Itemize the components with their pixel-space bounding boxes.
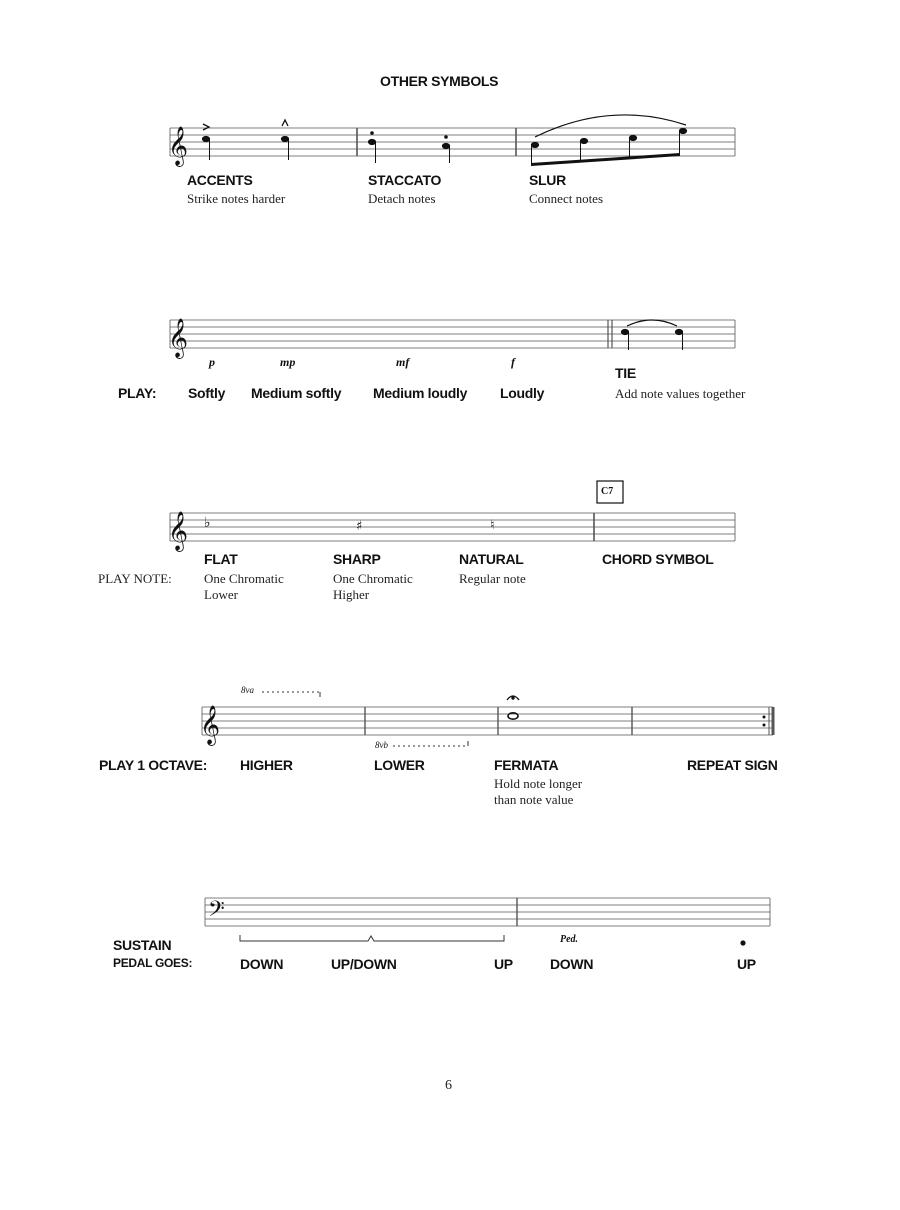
octave-lower-mark: 8vb bbox=[375, 740, 388, 750]
page-number: 6 bbox=[445, 1078, 452, 1093]
chord-symbol-label: CHORD SYMBOL bbox=[602, 551, 714, 567]
dynamic-label-medium-softly: Medium softly bbox=[251, 385, 342, 401]
dynamic-label-softly: Softly bbox=[188, 385, 226, 401]
octave-higher-mark: 8va bbox=[241, 685, 254, 695]
pedal-release-icon bbox=[740, 940, 745, 945]
slur-desc: Connect notes bbox=[529, 191, 604, 206]
staff-5 bbox=[205, 898, 770, 926]
fermata-desc-2: than note value bbox=[494, 792, 574, 807]
sharp-desc-1: One Chromatic bbox=[333, 571, 413, 586]
dynamic-label-medium-loudly: Medium loudly bbox=[373, 385, 468, 401]
flat-label: FLAT bbox=[204, 551, 238, 567]
tie-desc: Add note values together bbox=[615, 386, 746, 401]
play-octave-label: PLAY 1 OCTAVE: bbox=[99, 757, 208, 773]
pedal-down-label-1: DOWN bbox=[240, 956, 284, 972]
fermata-desc-1: Hold note longer bbox=[494, 776, 583, 791]
tie-notes bbox=[621, 320, 682, 350]
treble-clef-icon: 𝄞 bbox=[168, 126, 189, 166]
flat-desc-1: One Chromatic bbox=[204, 571, 284, 586]
treble-clef-icon: 𝄞 bbox=[168, 318, 189, 358]
staff-3 bbox=[170, 513, 735, 541]
dynamic-mark-f: f bbox=[511, 355, 515, 369]
accents-label: ACCENTS bbox=[187, 172, 253, 188]
pedal-up-down-label: UP/DOWN bbox=[331, 956, 397, 972]
slur-label: SLUR bbox=[529, 172, 566, 188]
tie-label: TIE bbox=[615, 365, 636, 381]
flat-desc-2: Lower bbox=[204, 587, 238, 602]
dynamic-label-loudly: Loudly bbox=[500, 385, 545, 401]
bass-clef-icon: 𝄢 bbox=[208, 897, 225, 927]
sharp-label: SHARP bbox=[333, 551, 381, 567]
pedal-up-label-2: UP bbox=[737, 956, 756, 972]
page-title: OTHER SYMBOLS bbox=[380, 73, 499, 89]
dynamic-mark-p: p bbox=[209, 355, 215, 369]
sharp-desc-2: Higher bbox=[333, 587, 370, 602]
dynamic-mark-mf: mf bbox=[396, 355, 410, 369]
natural-desc: Regular note bbox=[459, 571, 526, 586]
repeat-sign-label: REPEAT SIGN bbox=[687, 757, 778, 773]
sharp-icon: ♯ bbox=[356, 519, 363, 534]
dynamic-mark-mp: mp bbox=[280, 355, 296, 369]
fermata-icon bbox=[507, 696, 519, 719]
slur-notes bbox=[531, 115, 687, 166]
fermata-label: FERMATA bbox=[494, 757, 559, 773]
natural-label: NATURAL bbox=[459, 551, 524, 567]
lower-label: LOWER bbox=[374, 757, 425, 773]
staff-2 bbox=[170, 320, 735, 348]
accents-desc: Strike notes harder bbox=[187, 191, 286, 206]
staff-1 bbox=[170, 128, 735, 156]
play-note-label: PLAY NOTE: bbox=[98, 571, 172, 586]
higher-label: HIGHER bbox=[240, 757, 293, 773]
pedal-bracket bbox=[240, 935, 504, 941]
staccato-label: STACCATO bbox=[368, 172, 442, 188]
play-label: PLAY: bbox=[118, 385, 157, 401]
staccato-desc: Detach notes bbox=[368, 191, 436, 206]
pedal-goes-label: PEDAL GOES: bbox=[113, 956, 193, 970]
treble-clef-icon: 𝄞 bbox=[200, 705, 221, 745]
staccato-notes bbox=[368, 132, 449, 163]
pedal-up-label-1: UP bbox=[494, 956, 513, 972]
treble-clef-icon: 𝄞 bbox=[168, 511, 189, 551]
sustain-label: SUSTAIN bbox=[113, 937, 172, 953]
ped-mark: Ped. bbox=[560, 934, 579, 945]
flat-icon: ♭ bbox=[204, 515, 211, 531]
accent-notes bbox=[202, 120, 288, 160]
natural-icon: ♮ bbox=[490, 518, 495, 533]
staff-4 bbox=[202, 707, 773, 735]
pedal-down-label-2: DOWN bbox=[550, 956, 594, 972]
chord-symbol-example: C7 bbox=[601, 486, 614, 497]
